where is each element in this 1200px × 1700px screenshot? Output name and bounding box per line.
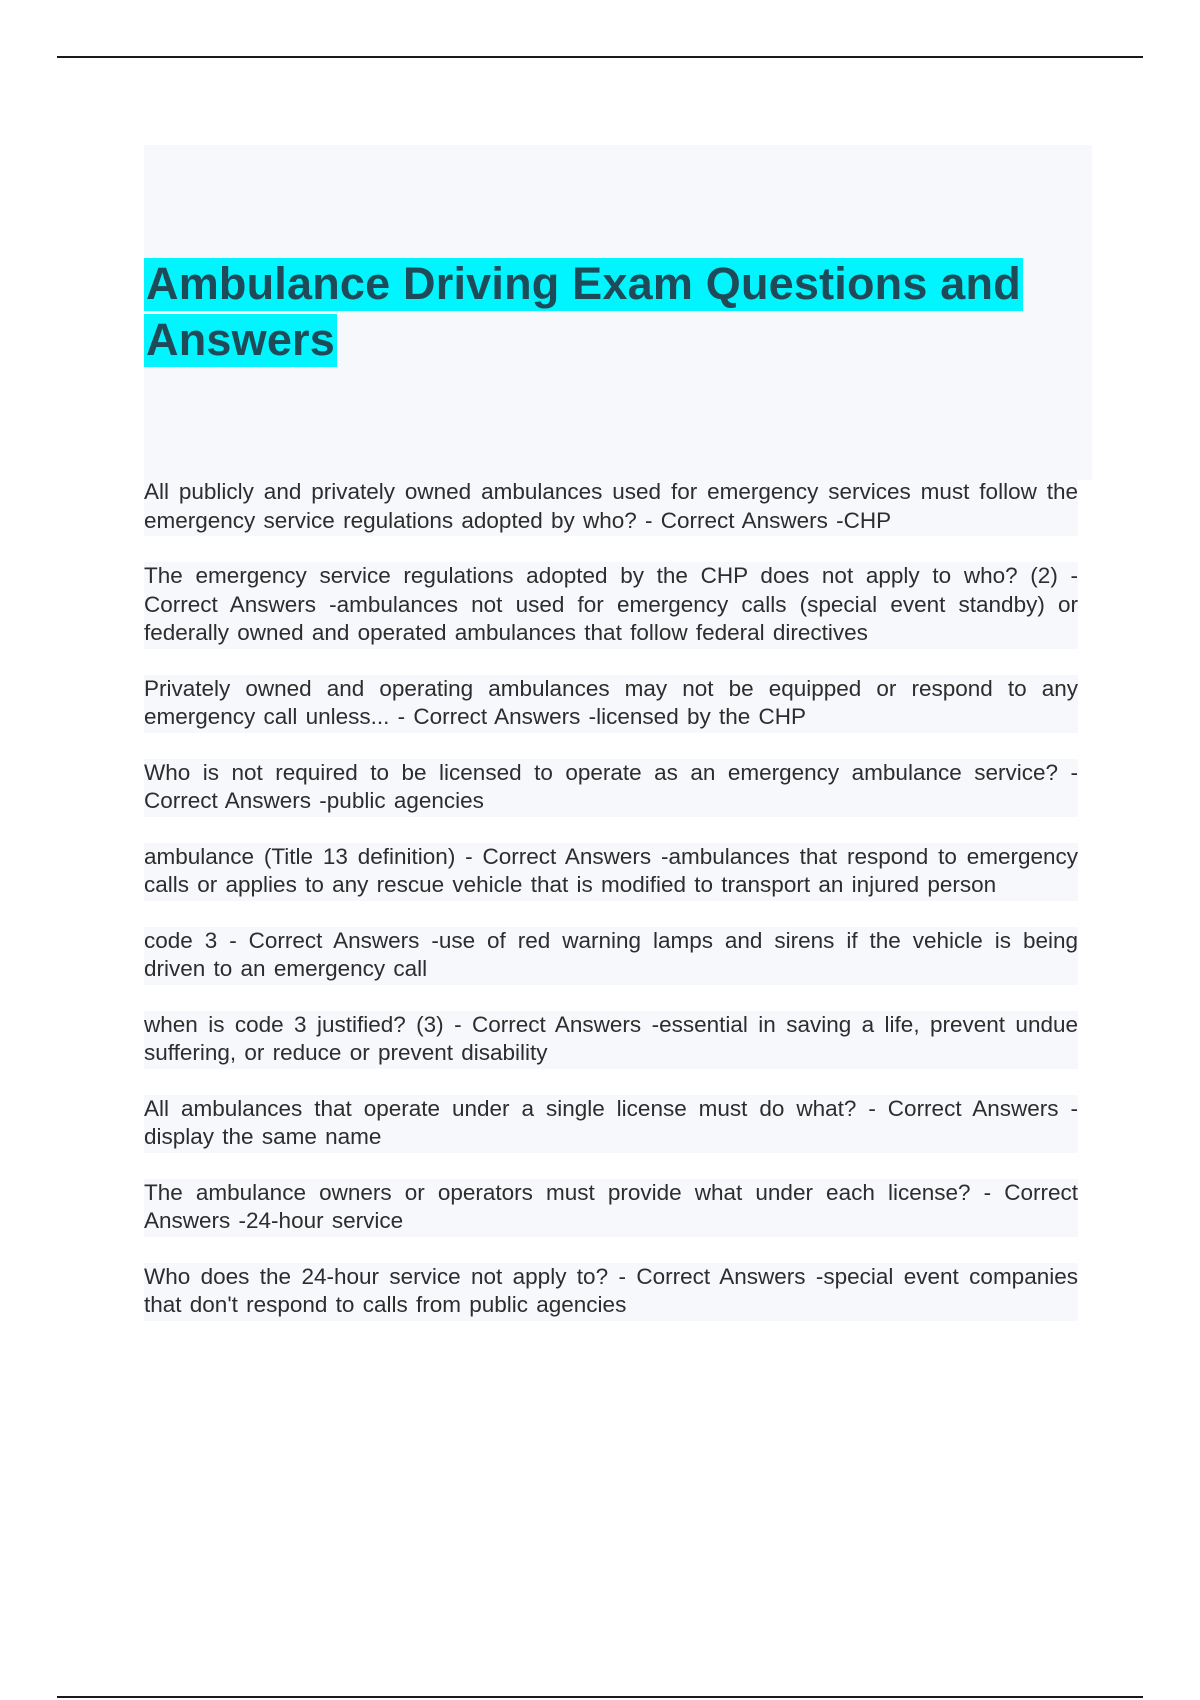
qa-separator: - Correct Answers - — [144, 1179, 1078, 1233]
qa-item — [144, 1095, 1078, 1153]
document-title-highlight: Ambulance Driving Exam Questions and Answers — [146, 258, 1021, 365]
qa-separator: - Correct Answers - — [455, 843, 669, 869]
qa-answer: 24-hour service — [246, 1208, 404, 1233]
qa-list — [144, 478, 1078, 1347]
page-bottom-rule — [57, 1696, 1143, 1698]
qa-item — [144, 478, 1078, 536]
qa-separator: - Correct Answers - — [856, 1095, 1078, 1121]
qa-answer: display the same name — [144, 1124, 382, 1149]
qa-item — [144, 1011, 1078, 1069]
qa-answer: licensed by the CHP — [596, 704, 807, 729]
qa-answer: use of red warning lamps and sirens if the vehicle is being driven to an emergency call — [144, 927, 1078, 981]
qa-answer: special event companies that don't respond to calls from public agencies — [144, 1263, 1078, 1317]
qa-item — [144, 675, 1078, 733]
qa-question: All publicly and privately owned ambulances used for emergency services must follow the emergency service regulations adopted by who? — [144, 479, 1078, 533]
qa-answer: ambulances that respond to emergency calls or applies to any rescue vehicle that is modified to transport an injured person — [144, 843, 1079, 897]
qa-question: ambulance (Title 13 definition) — [144, 843, 456, 869]
qa-question: Who does the 24-hour service not apply to? — [144, 1263, 609, 1289]
qa-item — [144, 843, 1078, 901]
qa-separator: - Correct Answers - — [144, 563, 1078, 617]
qa-question: The ambulance owners or operators must provide what under each license? — [144, 1179, 971, 1205]
document-title — [144, 256, 1200, 368]
qa-separator: - Correct Answers - — [144, 759, 1078, 813]
qa-question: The emergency service regulations adopted by the CHP does not apply to who? (2) — [144, 563, 1058, 588]
qa-item — [144, 1179, 1078, 1237]
qa-question: when is code 3 justified? (3) — [144, 1011, 444, 1037]
qa-answer: CHP — [843, 507, 892, 533]
qa-question: All ambulances that operate under a single license must do what? — [144, 1095, 857, 1121]
qa-separator: - Correct Answers - — [608, 1263, 824, 1289]
qa-answer: public agencies — [326, 788, 484, 813]
qa-separator: - Correct Answers - — [443, 1011, 660, 1037]
qa-separator: - Correct Answers - — [217, 927, 439, 953]
qa-separator: - Correct Answers - — [636, 507, 844, 533]
qa-answer: ambulances not used for emergency calls (special event standby) or federally owned and operated ambulances that follow federal directives — [144, 591, 1078, 645]
qa-separator: - Correct Answers - — [389, 704, 597, 729]
qa-item — [144, 562, 1078, 649]
qa-answer: essential in saving a life, prevent undue suffering, or reduce or prevent disability — [144, 1011, 1078, 1065]
qa-item — [144, 927, 1078, 985]
qa-item — [144, 1263, 1078, 1321]
qa-question: Privately owned and operating ambulances may not be equipped or respond to any emergency call unless... — [144, 675, 1078, 729]
qa-question: Who is not required to be licensed to operate as an emergency ambulance service? — [144, 759, 1059, 785]
qa-question: code 3 — [144, 927, 218, 953]
qa-item — [144, 759, 1078, 817]
page-top-rule — [57, 56, 1143, 58]
